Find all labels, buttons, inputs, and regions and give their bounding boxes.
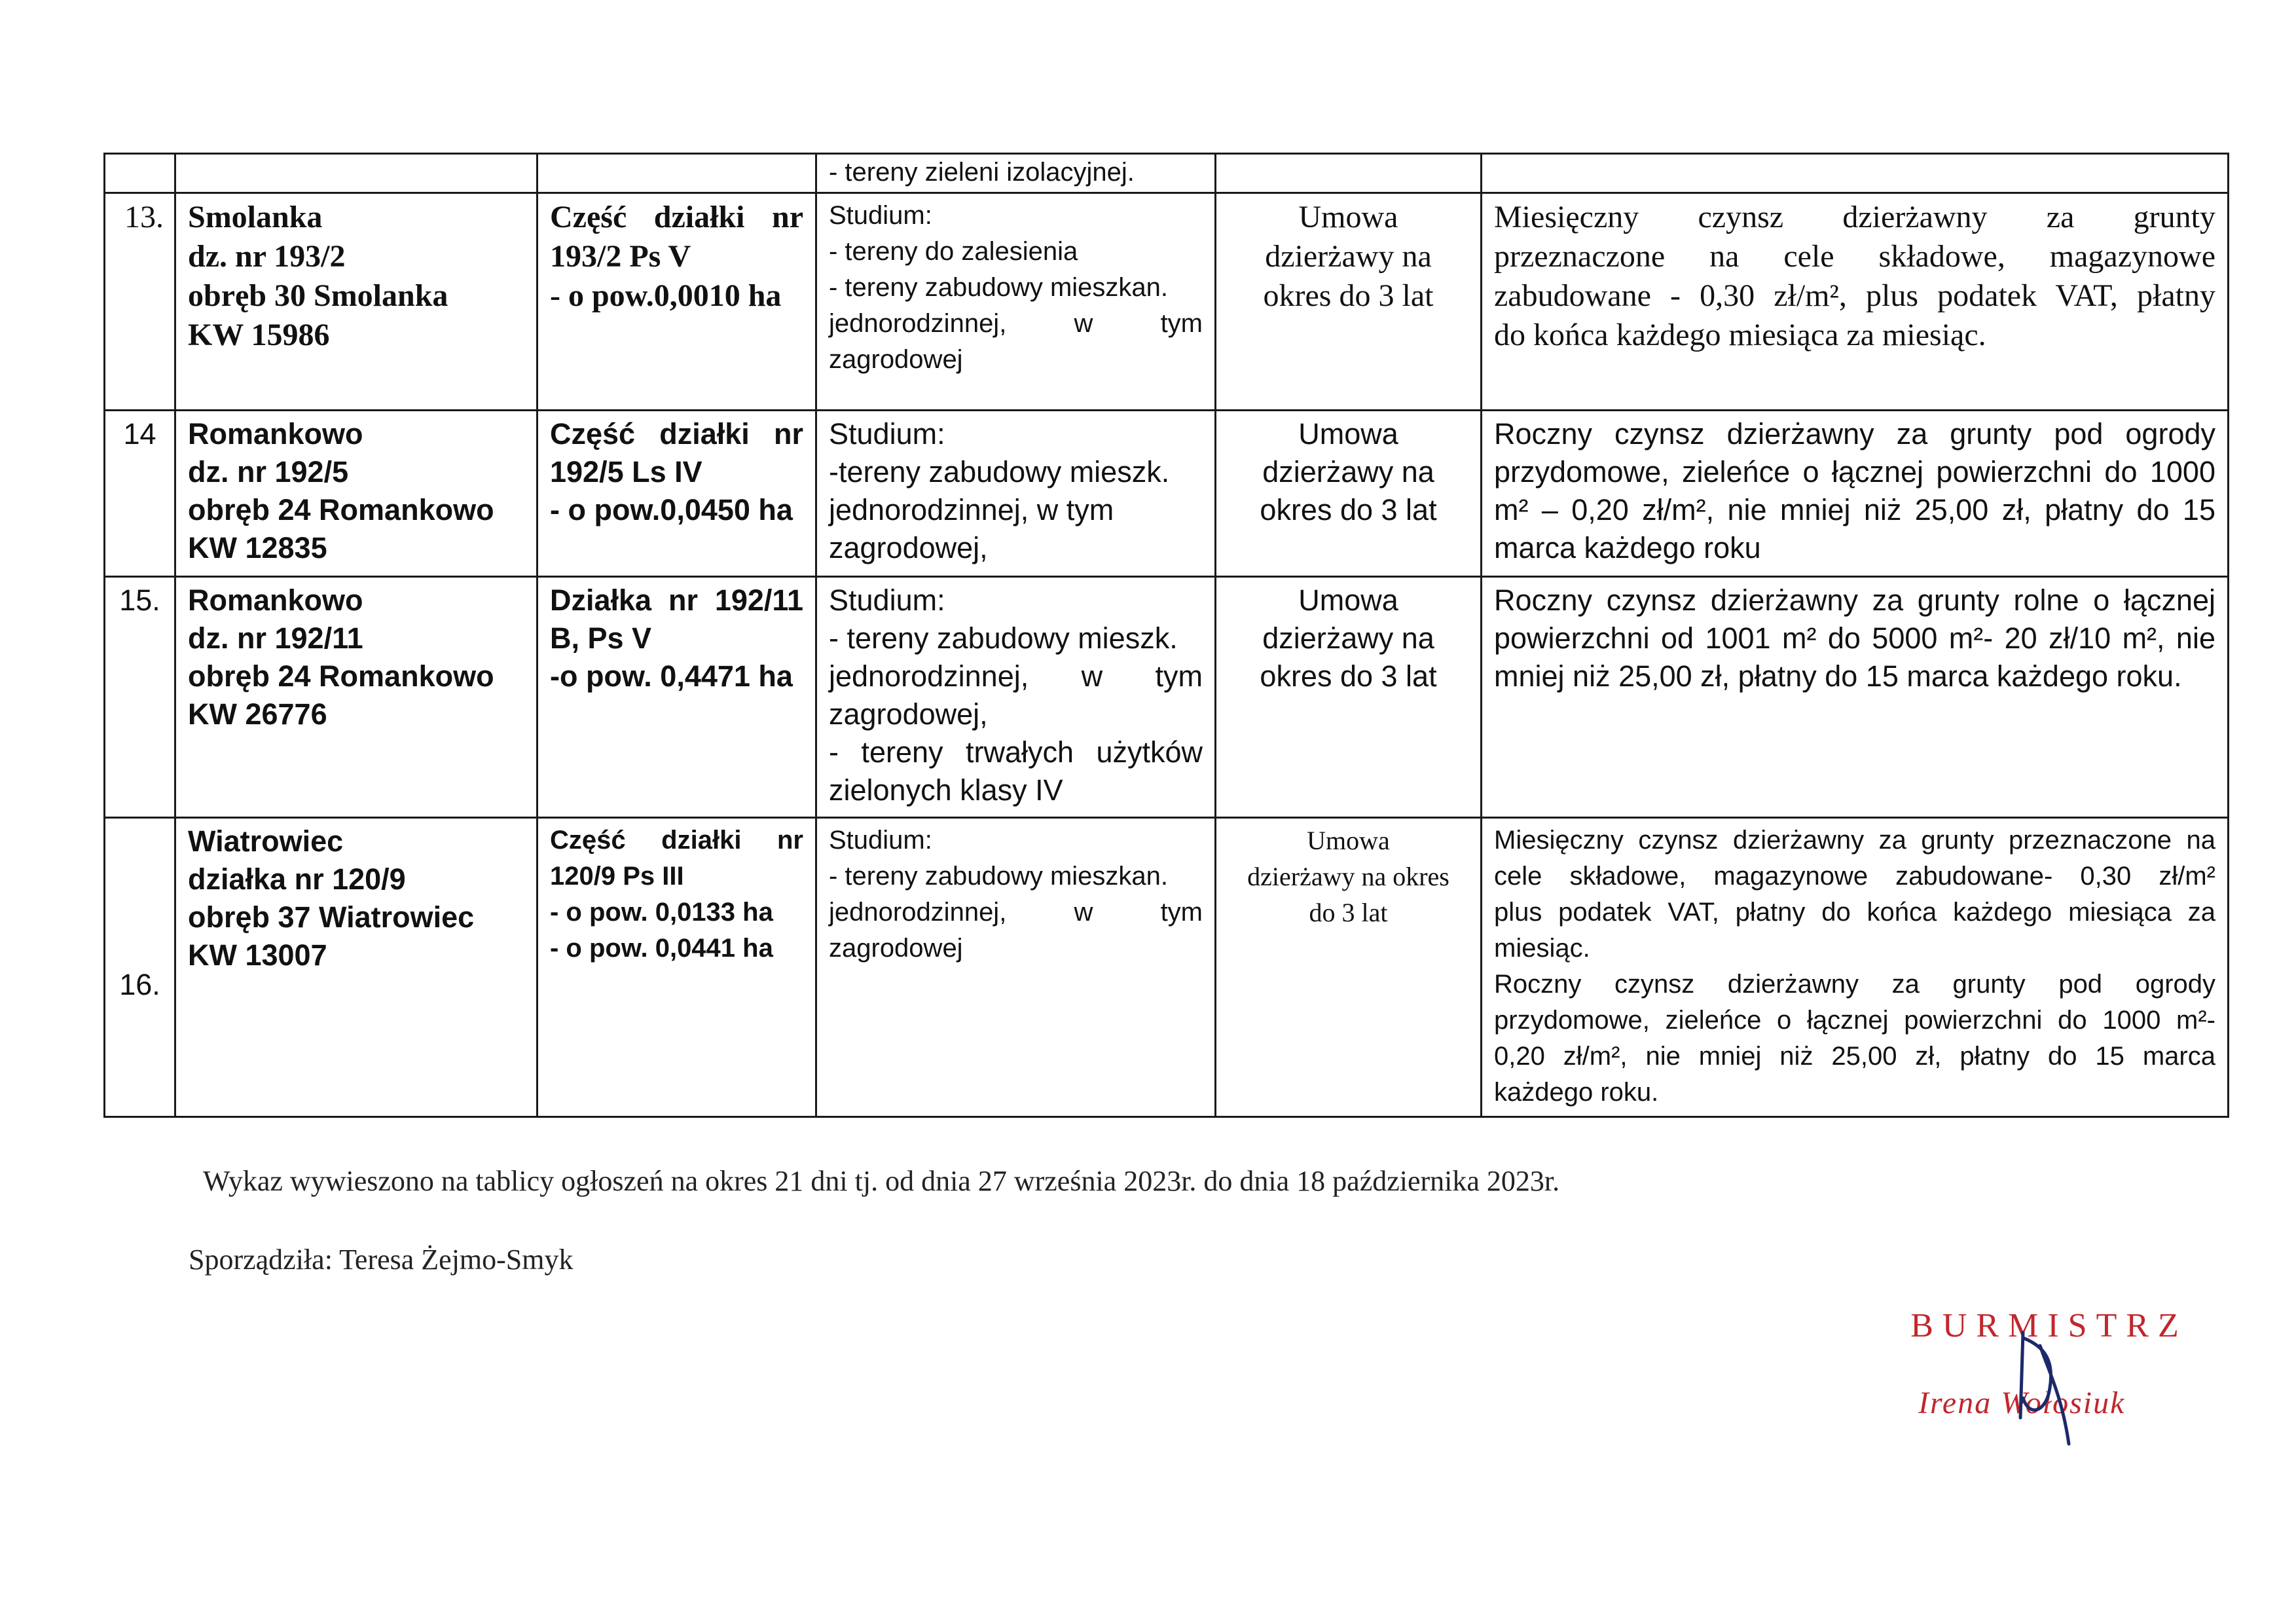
rent-line: Roczny czynsz dzierżawny za grunty pod ogrody [1494,417,2215,451]
rent-line: przeznaczone na cele składowe, magazynowe [1494,239,2215,274]
stamp-name: Irena Wołosiuk [1918,1386,2126,1420]
agreement-line: Umowa [1307,826,1390,855]
cell-parcel [538,818,816,1117]
mayor-stamp [1879,1306,2219,1437]
rent-line: plus podatek VAT, płatny do końca każdego miesiąca za [1494,898,2215,927]
agreement-line: Umowa [1298,417,1398,451]
location-line: obręb 24 Romankowo [188,659,494,693]
parcel-line: - o pow.0,0010 ha [550,278,782,313]
studium-line: Studium: [829,201,932,230]
studium-line: Studium: [829,826,932,855]
rent-line: Miesięczny czynsz dzierżawny za grunty [1494,200,2215,234]
parcel-line: - o pow.0,0450 ha [550,493,793,526]
parcel-line: B, Ps V [550,621,652,655]
studium-line: zagrodowej [829,345,963,374]
table-row [105,577,2229,818]
cell-rent [1482,411,2229,577]
table-row [105,193,2229,411]
cell-parcel [538,193,816,411]
rent-line: m² – 0,20 zł/m², nie mniej niż 25,00 zł, płatny do 15 [1494,493,2215,526]
studium-line: - tereny zabudowy mieszkan. [829,862,1169,891]
agreement-line: do 3 lat [1309,898,1388,927]
location-line: obręb 24 Romankowo [188,493,494,526]
cell-rent [1482,193,2229,411]
agreement-line: okres do 3 lat [1263,278,1434,313]
rent-line: do końca każdego miesiąca za miesiąc. [1494,318,1986,352]
studium-line: - tereny trwałych użytków [829,735,1203,769]
location-line: dz. nr 193/2 [188,239,346,274]
rent-line: 0,20 zł/m², nie mniej niż 25,00 zł, płatny do 15 marca [1494,1042,2215,1071]
location-line: dz. nr 192/11 [188,621,363,655]
agreement-line: dzierżawy na [1262,621,1434,655]
parcel-line: Część działki nr [550,200,803,234]
cell-rent [1482,577,2229,818]
studium-line: Studium: [829,583,945,617]
parcel-line: 193/2 Ps V [550,239,691,274]
location-line: Romankowo [188,417,363,451]
cell-nr: 13. [105,193,175,411]
agreement-line: dzierżawy na okres [1247,862,1449,891]
rent-line: przydomowe, zieleńce o łącznej powierzchni do 1000 m²- [1494,1006,2215,1035]
cell-location [175,154,538,193]
lease-table [103,153,2229,1118]
agreement-line: okres do 3 lat [1260,493,1437,526]
location-line: dz. nr 192/5 [188,455,349,489]
cell-rent [1482,818,2229,1117]
studium-line: - tereny do zalesienia [829,237,1078,266]
cell-agreement [1216,577,1482,818]
studium-line: jednorodzinnej, w tym [829,659,1203,693]
parcel-line: - o pow. 0,0441 ha [550,934,773,963]
studium-line: - tereny zieleni izolacyjnej. [829,158,1135,187]
cell-agreement [1216,154,1482,193]
cell-nr [105,154,175,193]
location-line: KW 12835 [188,531,327,564]
studium-line: jednorodzinnej, w tym [829,309,1203,338]
parcel-line: 192/5 Ls IV [550,455,702,489]
studium-line: zielonych klasy IV [829,773,1063,807]
rent-line: marca każdego roku [1494,531,1761,564]
parcel-line: 120/9 Ps III [550,862,684,891]
cell-agreement [1216,411,1482,577]
studium-line: jednorodzinnej, w tym [829,898,1203,927]
posting-notice: Wykaz wywieszono na tablicy ogłoszeń na okres 21 dni tj. od dnia 27 września 2023r. do dnia 18 października 2023r. [203,1165,1560,1197]
parcel-line: Część działki nr [550,826,803,855]
stamp-title: BURMISTRZ [1910,1307,2188,1344]
cell-location [175,193,538,411]
rent-line: powierzchni od 1001 m² do 5000 m²- 20 zł/10 m², nie [1494,621,2215,655]
cell-location [175,577,538,818]
agreement-line: dzierżawy na [1265,239,1432,274]
cell-parcel [538,154,816,193]
agreement-line: okres do 3 lat [1260,659,1437,693]
rent-line: zabudowane - 0,30 zł/m², plus podatek VAT, płatny [1494,278,2215,313]
studium-line: zagrodowej, [829,697,988,731]
cell-location [175,818,538,1117]
parcel-line: Część działki nr [550,417,803,451]
parcel-line: Działka nr 192/11 [550,583,803,617]
cell-studium [816,411,1216,577]
location-line: KW 15986 [188,318,330,352]
location-line: KW 26776 [188,697,327,731]
cell-nr: 14 [105,411,175,577]
studium-line: zagrodowej [829,934,963,963]
cell-rent [1482,154,2229,193]
table-row [105,411,2229,577]
location-line: Romankowo [188,583,363,617]
agreement-line: Umowa [1298,583,1398,617]
table-row [105,818,2229,1117]
studium-line: jednorodzinnej, w tym [829,493,1114,526]
studium-line: Studium: [829,417,945,451]
rent-line: przydomowe, zieleńce o łącznej powierzchni do 1000 [1494,455,2215,489]
agreement-line: Umowa [1298,200,1398,234]
rent-line: cele składowe, magazynowe zabudowane- 0,30 zł/m² [1494,862,2215,891]
cell-studium [816,577,1216,818]
location-line: działka nr 120/9 [188,862,406,896]
cell-agreement [1216,193,1482,411]
parcel-line: - o pow. 0,0133 ha [550,898,773,927]
location-line: obręb 30 Smolanka [188,278,448,313]
location-line: KW 13007 [188,938,327,972]
cell-studium [816,193,1216,411]
rent-line: Roczny czynsz dzierżawny za grunty pod ogrody [1494,970,2215,999]
signature-icon [2003,1320,2075,1450]
location-line: obręb 37 Wiatrowiec [188,900,475,934]
rent-line: Miesięczny czynsz dzierżawny za grunty przeznaczone na [1494,826,2215,855]
rent-line: mniej niż 25,00 zł, płatny do 15 marca każdego roku. [1494,659,2182,693]
location-line: Smolanka [188,200,323,234]
studium-line: -tereny zabudowy mieszk. [829,455,1170,489]
agreement-line: dzierżawy na [1262,455,1434,489]
cell-location [175,411,538,577]
cell-nr: 15. [105,577,175,818]
cell-studium [816,154,1216,193]
rent-line: każdego roku. [1494,1078,1659,1107]
cell-parcel [538,577,816,818]
prepared-by: Sporządziła: Teresa Żejmo-Smyk [189,1244,574,1276]
studium-line: zagrodowej, [829,531,988,564]
cell-nr: 16. [105,818,175,1117]
rent-line: Roczny czynsz dzierżawny za grunty rolne o łącznej [1494,583,2215,617]
rent-line: miesiąc. [1494,934,1590,963]
cell-agreement [1216,818,1482,1117]
table-row [105,154,2229,193]
cell-parcel [538,411,816,577]
cell-studium [816,818,1216,1117]
parcel-line: -o pow. 0,4471 ha [550,659,793,693]
studium-line: - tereny zabudowy mieszkan. [829,273,1169,302]
location-line: Wiatrowiec [188,824,344,858]
studium-line: - tereny zabudowy mieszk. [829,621,1178,655]
